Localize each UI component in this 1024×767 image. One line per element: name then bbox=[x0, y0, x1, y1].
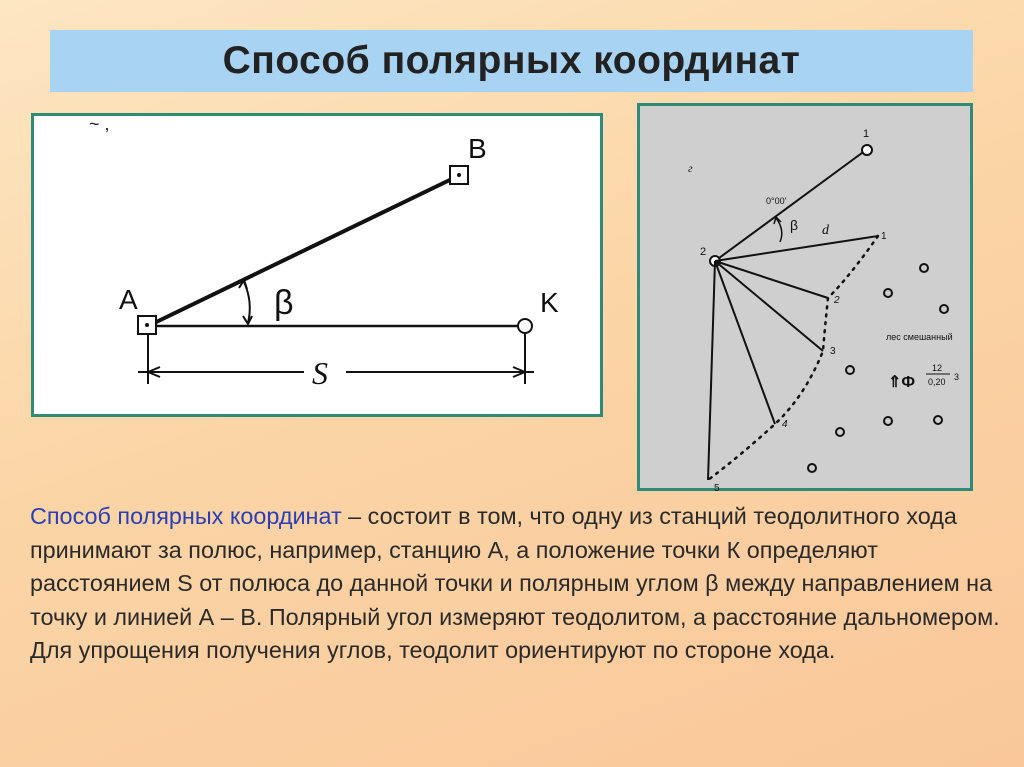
point-2-label: 2 bbox=[834, 295, 840, 306]
point-B-center bbox=[457, 173, 461, 177]
line-pole-to-station bbox=[715, 150, 866, 261]
description-text: – состоит в том, что одну из станций теодолитного хода принимают за полюс, например, станцию А, а положение точки К определяют расстоянием S от полюса до данной точки и полярным углом β между направлением на точку и линией А – В. Полярный угол измеряют теодолитом, а расстояние дальномером. Для упрощения получения углов, теодолит ориентируют по стороне хода. bbox=[30, 503, 1000, 663]
corner-label: г bbox=[688, 161, 693, 175]
page-title: Способ полярных координат bbox=[222, 39, 801, 82]
tree-circle bbox=[808, 464, 816, 472]
beta-label: β bbox=[790, 217, 799, 233]
point-5-label: 5 bbox=[714, 483, 720, 494]
point-1-label: 1 bbox=[881, 231, 887, 242]
tree-circle bbox=[884, 417, 892, 425]
ray-point-1 bbox=[715, 236, 878, 261]
forest-label: лес смешанный bbox=[886, 332, 953, 342]
angle-zero-label: 0°00' bbox=[766, 196, 787, 206]
ray-point-2 bbox=[715, 261, 828, 298]
title-banner bbox=[50, 30, 973, 92]
point-3-label: 3 bbox=[830, 346, 836, 357]
tree-symbol: ⇑Ф bbox=[888, 374, 916, 391]
tree-circle bbox=[920, 264, 928, 272]
point-K-marker bbox=[518, 319, 532, 333]
tree-circle bbox=[846, 366, 854, 374]
height-numerator: 12 bbox=[932, 363, 943, 373]
polar-diagram-left bbox=[31, 113, 603, 417]
contour-dotted-line bbox=[708, 236, 878, 480]
label-A: A bbox=[119, 284, 138, 315]
line-A-B bbox=[148, 176, 458, 326]
station-top-marker bbox=[862, 145, 872, 155]
point-A-center bbox=[145, 323, 149, 327]
label-K: K bbox=[540, 287, 559, 318]
corner-mark: ~ , bbox=[89, 114, 110, 134]
tree-circle bbox=[884, 289, 892, 297]
distance-d-label: d bbox=[822, 223, 829, 238]
label-beta: β bbox=[274, 284, 294, 322]
ray-point-5 bbox=[708, 261, 715, 480]
polar-survey-sketch-right bbox=[637, 103, 973, 494]
station-top-label: 1 bbox=[863, 128, 870, 140]
survey-sketch-svg bbox=[640, 106, 970, 494]
polar-diagram-svg bbox=[34, 116, 600, 414]
tree-circle bbox=[940, 305, 948, 313]
tree-circle bbox=[934, 416, 942, 424]
description-paragraph bbox=[30, 500, 1000, 668]
tree-spacing: 3 bbox=[954, 372, 960, 382]
height-denominator: 0,20 bbox=[928, 377, 946, 387]
angle-beta-arrow-bottom bbox=[243, 316, 252, 324]
pole-station-label: 2 bbox=[700, 246, 707, 258]
label-S: S bbox=[312, 355, 328, 391]
term-highlight: Способ полярных координат bbox=[30, 503, 342, 529]
point-4-label: 4 bbox=[782, 419, 788, 430]
label-B: B bbox=[468, 133, 487, 164]
tree-circle bbox=[836, 428, 844, 436]
